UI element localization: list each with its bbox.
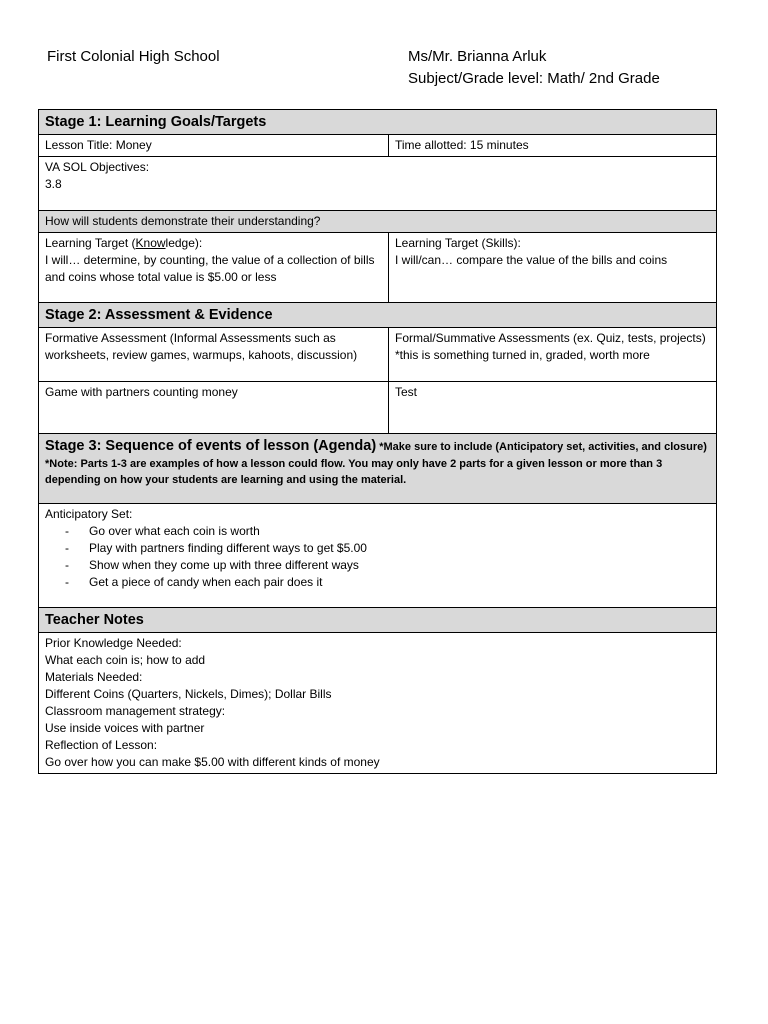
knowledge-text: I will… determine, by counting, the value of a collection of bills and coins whose total value is $5.00 or less [45,253,375,284]
teacher-name: Ms/Mr. Brianna Arluk [408,48,547,65]
subject-grade: Subject/Grade level: Math/ 2nd Grade [408,70,660,87]
list-item: - Play with partners finding different ways to get $5.00 [65,540,710,557]
summative-label: Formal/Summative Assessments (ex. Quiz, tests, projects) *this is something turned in, graded, worth more [389,328,717,382]
notes-line: What each coin is; how to add [45,653,206,667]
stage3-title-note: *Make sure to include (Anticipatory set, activities, and closure) [376,441,707,453]
teacher-notes-title: Teacher Notes [39,608,717,633]
knowledge-target [39,233,389,303]
sol-objectives [39,157,717,211]
formative-label: Formative Assessment (Informal Assessments such as worksheets, review games, warmups, kahoots, discussion) [39,328,389,382]
stage1-title: Stage 1: Learning Goals/Targets [39,110,717,135]
skills-text: I will/can… compare the value of the bills and coins [395,253,668,267]
stage2-title: Stage 2: Assessment & Evidence [39,303,717,328]
stage3-header [39,434,717,504]
stage3-title: Stage 3: Sequence of events of lesson (Agenda) [45,438,377,454]
skills-label: Learning Target (Skills): [395,236,521,250]
sol-label: VA SOL Objectives: [45,160,150,174]
list-item: - Go over what each coin is worth [65,523,710,540]
teacher-info [408,46,660,90]
notes-line: Go over how you can make $5.00 with different kinds of money [45,755,380,769]
lesson-plan-table [38,109,717,774]
formative-value: Game with partners counting money [39,382,389,434]
notes-line: Materials Needed: [45,670,143,684]
notes-line: Reflection of Lesson: [45,738,158,752]
knowledge-label: Learning Target (Knowledge): [45,236,203,250]
notes-line: Classroom management strategy: [45,704,226,718]
agenda-list [45,523,710,591]
list-item: - Show when they come up with three different ways [65,557,710,574]
notes-line: Prior Knowledge Needed: [45,636,182,650]
skills-target [389,233,717,303]
summative-value: Test [389,382,717,434]
demonstrate-prompt: How will students demonstrate their understanding? [39,211,717,233]
anticipatory-set [39,504,717,608]
time-allotted: Time allotted: 15 minutes [389,135,717,157]
teacher-notes-body [39,633,717,774]
sol-value: 3.8 [45,177,62,191]
notes-line: Different Coins (Quarters, Nickels, Dimes); Dollar Bills [45,687,332,701]
notes-line: Use inside voices with partner [45,721,205,735]
school-name: First Colonial High School [47,48,220,65]
lesson-title: Lesson Title: Money [39,135,389,157]
anticipatory-label: Anticipatory Set: [45,507,133,521]
stage3-note: *Note: Parts 1-3 are examples of how a lesson could flow. You may only have 2 parts for a given lesson or more than 3 depending on how your students are learning and using the material. [45,458,663,486]
list-item: - Get a piece of candy when each pair does it [65,574,710,591]
